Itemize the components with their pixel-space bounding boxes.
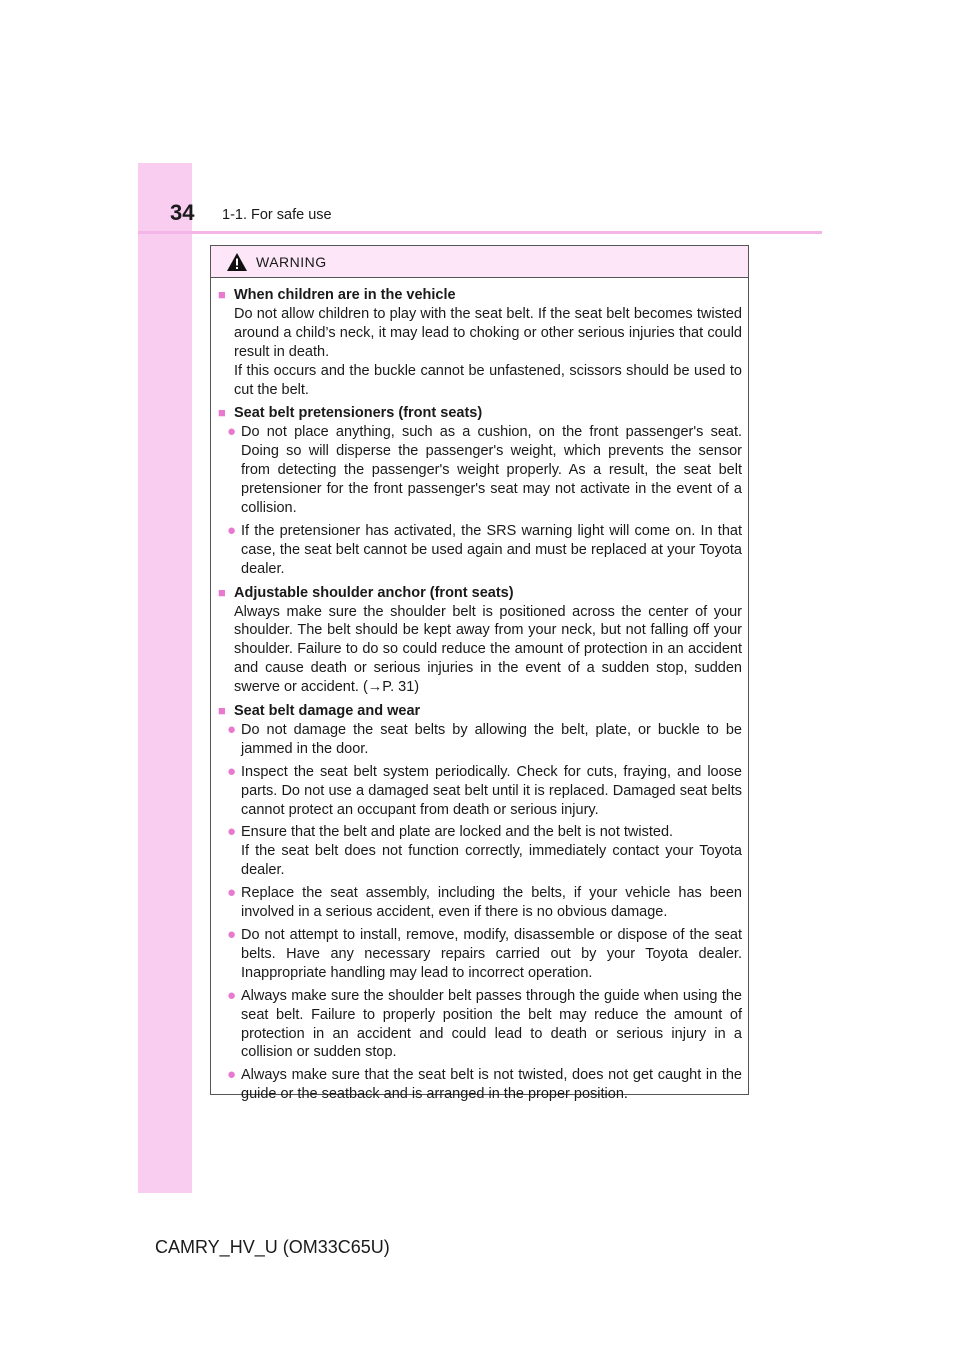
list-item-text: Ensure that the belt and plate are locked and the belt is not twisted. If the seat belt does not function correctly, immediately contact your Toyota dealer.	[241, 824, 742, 879]
list-item	[227, 926, 742, 983]
list-item-text: Always make sure the shoulder belt passes through the guide when using the seat belt. Failure to properly position the belt may reduce the amount of protection in an accident and could lead to death or serious injury in a collision or sudden stop.	[241, 987, 742, 1061]
warning-label: WARNING	[256, 253, 327, 270]
round-bullet-icon: ●	[227, 762, 237, 780]
section-heading	[218, 702, 742, 721]
section-heading	[218, 584, 742, 603]
section-heading	[218, 286, 742, 305]
square-bullet-icon: ■	[218, 584, 226, 600]
list-item	[227, 1066, 742, 1104]
round-bullet-icon: ●	[227, 1066, 237, 1084]
warning-header	[211, 246, 748, 278]
section-side-tab	[138, 163, 195, 1193]
square-bullet-icon: ■	[218, 287, 226, 302]
section-paragraph: If this occurs and the buckle cannot be unfastened, scissors should be used to cut the belt.	[234, 362, 742, 398]
list-item-text: If the pretensioner has activated, the SRS warning light will come on. In that case, the seat belt cannot be used again and must be replaced at your Toyota dealer.	[241, 522, 742, 577]
section-heading	[218, 404, 742, 423]
list-item-text: Always make sure that the seat belt is not twisted, does not get caught in the guide or the seatback and is arranged in the proper position.	[241, 1067, 742, 1103]
square-bullet-icon: ■	[218, 703, 226, 719]
list-item-text: Do not place anything, such as a cushion, on the front passenger's seat. Doing so will disperse the passenger's weight, which prevents the sensor from detecting the passenger's weight properly. As a result, the seat belt pretensioner for the front passenger's seat may not activate in the event of a collision.	[241, 424, 742, 516]
list-item	[227, 522, 742, 579]
header-divider	[138, 231, 822, 234]
list-item-text: Do not damage the seat belts by allowing the belt, plate, or buckle to be jammed in the door.	[241, 721, 742, 757]
square-bullet-icon: ■	[218, 405, 226, 421]
page-number: 34	[170, 200, 195, 225]
list-item-text: Do not attempt to install, remove, modify, disassemble or dispose of the seat belts. Have any necessary repairs carried out by your Toyota dealer. Inappropriate handling may lead to incorrect operation.	[241, 927, 742, 981]
section-heading-text: Seat belt pretensioners (front seats)	[234, 405, 483, 422]
section-title: 1-1. For safe use	[222, 207, 332, 223]
bullet-list	[218, 423, 742, 578]
warning-section	[218, 584, 742, 697]
section-paragraph: Do not allow children to play with the seat belt. If the seat belt becomes twisted around a child’s neck, it may lead to choking or other serious injuries that could result in death.	[234, 305, 742, 360]
warning-section	[218, 702, 742, 1104]
warning-triangle-icon	[226, 252, 248, 272]
section-heading-text: Adjustable shoulder anchor (front seats)	[234, 584, 514, 601]
list-item	[227, 423, 742, 518]
list-item	[227, 721, 742, 759]
round-bullet-icon: ●	[227, 823, 237, 841]
warning-box	[210, 245, 749, 1103]
list-item-text: Inspect the seat belt system periodically. Check for cuts, fraying, and loose parts. Do not use a damaged seat belt until it is replaced. Damaged seat belts cannot protect an occupant from death or serious injury.	[241, 763, 742, 818]
list-item	[227, 823, 742, 880]
section-paragraph: Always make sure the shoulder belt is positioned across the center of your shoulder. The belt should be kept away from your neck, but not falling off your shoulder. Failure to do so could reduce the amount of protection in an accident and cause death or serious injuries in the event of a sudden stop, sudden swerve or accident. (→P. 31)	[234, 603, 742, 696]
list-item	[227, 884, 742, 922]
round-bullet-icon: ●	[227, 521, 237, 539]
section-heading-text: When children are in the vehicle	[234, 287, 456, 303]
manual-code: CAMRY_HV_U (OM33C65U)	[155, 1237, 390, 1257]
warning-body	[211, 278, 748, 1104]
round-bullet-icon: ●	[227, 720, 237, 738]
section-heading-text: Seat belt damage and wear	[234, 703, 421, 720]
round-bullet-icon: ●	[227, 986, 237, 1004]
list-item	[227, 987, 742, 1063]
warning-section	[218, 286, 742, 399]
list-item-text: Replace the seat assembly, including the belts, if your vehicle has been involved in a serious accident, even if there is no obvious damage.	[241, 885, 742, 921]
warning-section	[218, 404, 742, 578]
list-item	[227, 763, 742, 820]
round-bullet-icon: ●	[227, 884, 237, 902]
round-bullet-icon: ●	[227, 423, 237, 441]
bullet-list	[218, 721, 742, 1104]
round-bullet-icon: ●	[227, 926, 237, 943]
